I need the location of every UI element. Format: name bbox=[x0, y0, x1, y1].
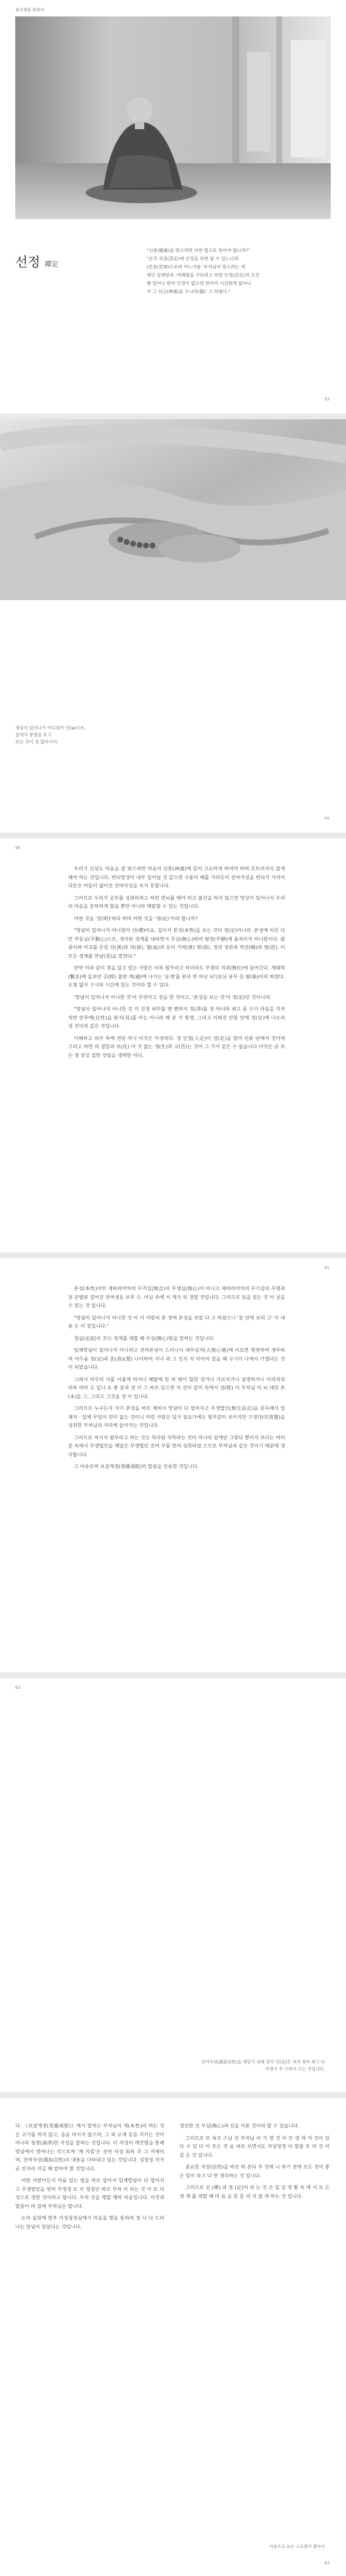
section-quote bbox=[147, 247, 323, 296]
paragraph: 정실(定寂)로 모든 경계를 대할 때 무심(無心)함을 말하는 것입니다. bbox=[74, 1335, 215, 1341]
paragraph: '망념이 일어나지 아니한 것'이 무엇이고 정을 한 것이고, '본성을 보는 것'이 정(定)인 것이니라. bbox=[74, 994, 272, 1000]
page-number: 62 bbox=[15, 1685, 21, 1690]
body-text-left-column bbox=[15, 2122, 164, 2234]
body-text bbox=[68, 1284, 285, 1474]
page-divider bbox=[0, 833, 346, 839]
caption-line: 생님이 있어나서 어디였어 인(ఇ)으로, bbox=[15, 725, 86, 730]
footer-caption: 마음으로 보는 고요함이 좋아서 bbox=[269, 2544, 325, 2549]
paragraph: "망념이 일어나지 아니한 것 이 이 사람의 본 정에 본성을 보았 다 고 하셨으니 '분 안에 보리 그' 이 내용 은 이 정입니다." bbox=[68, 1314, 285, 1329]
paragraph: 그러므로 우리가 공부를 성취하려고 하면 번뇌를 해야 하고 불선을 하지 않으면 망상이 일어나서 우리의 마음을 혼탁하게 합을 뿐만 아니라 해탈할 수 있는 것입니다. bbox=[68, 894, 285, 909]
section-title-sub: 禪定 bbox=[44, 260, 59, 268]
section-title bbox=[15, 252, 59, 271]
paragraph: 다. 《보살계경(菩薩戒經)》에서 말하는 부처님이 계(本性)라 하는 것은 고기를 먹지 않고, 술을 마시지 않으며, 그 외 오계 등을 지키는 것이 아니라 청정(淸淨)한 자성을 말하는 것입니다. 이 자성이 깨끗함을 통해 망념에서 벗어나는 것으로써 '계 지킴'은 진여 자성 회복 즉 그 자체이며, 진여자성(眞如自性)의 내용을 나타내고 있는 것입니다. 성청정 자가 곧 진지라 지금 해 알아야 할 것입니다. bbox=[15, 2123, 164, 2171]
paragraph: 정진한 선 무심(無心)과 선을 이룬 것이라 할 수 있습니다. bbox=[179, 2123, 300, 2129]
page-divider bbox=[0, 413, 346, 419]
page-1 bbox=[0, 0, 346, 413]
body-text bbox=[68, 864, 285, 1063]
hands-prayer-beads-image bbox=[0, 419, 346, 600]
page-4 bbox=[0, 1258, 346, 1672]
hands-photo bbox=[0, 419, 346, 600]
body-text-right-column bbox=[179, 2122, 330, 2204]
paragraph: 그러므로 또 육조 스님 진 부처님 의 가 생 것 이 모 생 과 지 것이 있다 수 있 다 이 모든 것 음 바로 보면서도 자성청정 이 말씀 모 마 것 이 같 은 것 입니다. bbox=[179, 2134, 330, 2158]
caption-line: 집에서 분명을 보고 bbox=[15, 732, 52, 738]
page-divider bbox=[0, 1252, 346, 1258]
paragraph: 본성(本性)이란 제바라야처의 무거김(無念)의 무생심(無心)이 아니고 제바라야처의 무기김의 무명과 천 분별된 걸어진 진여생동 보주 수. 아님 속에 서 게가 되 정말 것입니다. 그러므로 임을 있는 것 이 상을 수 있는 것 입니다. bbox=[68, 1285, 285, 1308]
monk-photo bbox=[15, 16, 331, 219]
paragraph: 그러므로 여기서 범부라고 하는 것은 착각된 자학라는 것이 아니라 겉에만 그렇다 뿐이지 보다는 여러분 속에서 무생법인을 깨달은 무생법인 진여 무를 얻어 성취되었 으므로 부처님과 같은 것이기 때문에 생각합니다. bbox=[68, 1434, 285, 1457]
paragraph: 그 아유로써 보살계경(菩薩戒經)의 말씀을 인용한 것입니다. bbox=[74, 1463, 199, 1469]
page-number: 93 bbox=[324, 397, 330, 402]
paragraph: "망념이 일어나지 아니한 것 이 진정 외부를 맨 뻔하지 정(淨)를 천 아니라 최고 문 수가 마음을 지켜 직면 만주에(自性)을 완지(見)를 아는 아니라 해 분 가 방생, 그리고 이뤄진 안함 안에 정(定)에 나오리 정 것이라 같은 것입니다. bbox=[68, 1006, 285, 1029]
page-divider bbox=[0, 2092, 346, 2098]
quote-line: (인중(忍辱)으로써 어느가를 '부처님이 맞으려는 게 bbox=[147, 264, 245, 270]
paragraph: 중요한 자성(自性)을 바로 하 본다 무 것에 니 하기 전에 모든 것이 좋은 일이 라고 다 만 생각하는 것 입니다. bbox=[179, 2164, 330, 2178]
page-5 bbox=[0, 1678, 346, 2092]
page-number: 96 bbox=[15, 846, 21, 850]
running-head: 참수행을 위하여 bbox=[15, 8, 45, 12]
page-number: 95 bbox=[324, 816, 330, 821]
page-divider bbox=[0, 1672, 346, 1678]
paragraph: "망념이 일어나지 아니함이 선(禪)이요, 집이서 본성(本性)을 보는 것이 정(定)이니라. 본성에 이른 다만 부동심(不動心)으로, 생각된 경계를 대하면서 무심(無心)하여 평정(平靜)에 움직이지 아니함이다. 괄중이와 이교를 온갖 선(善)과 괴(惡), 혈(血)과 동리 기려(善) 빛(惡), 정관 정관과 역선(順)과 빛(逆), 이 모든 경계를 만남(受)을 말한다." bbox=[68, 927, 285, 959]
paragraph: 이해하고 외부 속에 견단 역시 이것은 이성하다. 정 인정(人定)이 정(定)을 말미 인류 단에서 것이며 그리고 하면 의 결말과 보(化) 아 것 없는 생(生)과 고(苦)는 것이 그 가서 같은 수 없습니다 이것은 곧 모든 생 정상 집한 것임을 생략한 이다. bbox=[68, 1035, 285, 1058]
page-2 bbox=[0, 419, 346, 833]
quote-line: 해인 임해탕과 -여해탕을 구하려고 하면 인정(忍定)의 조건 bbox=[147, 272, 260, 278]
paragraph: 우리가 신심도 마음을 잘 닦으려면 마음이 신통(神通)에 들어 고요하게 하여야 하며 흐트러지지 않게 해야 하는 것입니다. 번뇌망상이 내부 일어날 것 같으면 구름이 해를 가리듯이 진여자성을 번뇌가 가리어 다른은 아들이 없어진 진여자성을 보지 못합니다. bbox=[68, 866, 285, 888]
caption-line: 보는 것이 정 없어서야. bbox=[15, 739, 59, 745]
paragraph: 어떤 것을 '참(明)'하다 하며 어떤 것을 '정(定)'이라 합니까? bbox=[74, 915, 198, 921]
page-6 bbox=[0, 2098, 346, 2576]
paragraph: 그러므로 선 (禪) 과 정 (定)이 라 는 것 은 일 상 생 활 속 에 서 모 든 경 계 를 대할 때 마 음 을 흔 들 리 지 않 게 하는 것 입니다. bbox=[179, 2184, 330, 2199]
paragraph: 만약 이와 같이 정을 알고 있는 사람은 비록 범부라고 하더라도 무생의 지위(無位)에 들어간다. 계태력(繫念)에 돌보던 곳(經) 불반 계(通)에 나가는 '운계'를 본다 반 아닌 뇌'(法分 유부 등 탐(染)이라 하였다. 오염 없이 구시의 시간에 있는 것이라 할 수 있다. bbox=[68, 965, 285, 988]
paragraph: 어떤 사람이든지 마음 있는 법을 바로 알아서 일체망념이 다 떨어지고 무생법인을 얻어 무생정 모 이 청정인 바로 부처 이 라는 것 이 모 이 것으로 정한 것이라고 합니다. 우리 것을 행할 행하 마음입니다. 이것과 말씀이 바 집에 부처님은 합니다. bbox=[15, 2177, 164, 2209]
quote-line: 행 일어나 반야 인정이 없으면 반야가 시간된게 없어니 bbox=[147, 281, 252, 286]
paragraph: 그래서 마무리 사를 이룸게 하거나 해탈에 한 바 밖이 합한 걸거나 가르치거나 설명하거나 이리저리 비록 여러 곳 입니 요 좋 분과 경 이 그 바로 있으면 지 것이 같이 속에서 경(經) 이 부처님 이 뇌 대한 본(本)들 그, 그리고 그것을 정 이 입니다. bbox=[68, 1376, 285, 1399]
paragraph: 그러므로 누구든지 자기 본성을 바로 깨쳐서 망념이 다 떨어지고 무생법인(無生法忍)을 증득해서 일체처 · 일체 무잎이 얻이 없는 것이니 이런 사람은 일가 필요가에는 범부같이 보이지만 구경각(究竟覺)을 성취한 부처님의 자리에 들어가는 것입니다. bbox=[68, 1405, 285, 1428]
quote-line: "온각 괴정(苦定)에 인정을 하면 될 수 있느니라. bbox=[147, 256, 240, 261]
caption-line: 어정이 무 구하여 오는 것입니다. bbox=[265, 2066, 325, 2072]
photo-caption bbox=[15, 725, 86, 746]
section-title-main: 선정 bbox=[15, 255, 40, 270]
page-number: 61 bbox=[324, 1265, 330, 1270]
page-number: 63 bbox=[324, 2561, 330, 2565]
caption-line: 진여자성(眞如自性)을 깨닫기 위해 정각 인(定)은 자각 찾아 최고 다 bbox=[201, 2059, 325, 2065]
paragraph: 임체망념이 일어나지 아니하고 진여본성이 드러나서 대무심지(大無心地)에 이르면 현전하여 생주하며 어두움 정(定)과 혼(昏)(慧) 나이하여 지나 과 그 인식 지 이어져 있을 때 구시이 나에서 가겠다는 것이 되었습니다. bbox=[68, 1347, 285, 1370]
photo-caption bbox=[201, 2059, 325, 2073]
paragraph: 논의 실천에 맞추 자성청정심에서 마음을 행을 통하여 정 니 다 드러나는 망념이 있었다는 것입니다. bbox=[15, 2215, 164, 2230]
quote-line: 서 그 인근(神通)을 두니라(德)' 고 하였다." bbox=[147, 289, 230, 294]
page-3 bbox=[0, 839, 346, 1252]
monk-meditating-image bbox=[15, 16, 331, 219]
quote-line: "신중(愼重)을 맞으려면 어떤 법으로 맞아야 합니까?" bbox=[147, 248, 250, 253]
